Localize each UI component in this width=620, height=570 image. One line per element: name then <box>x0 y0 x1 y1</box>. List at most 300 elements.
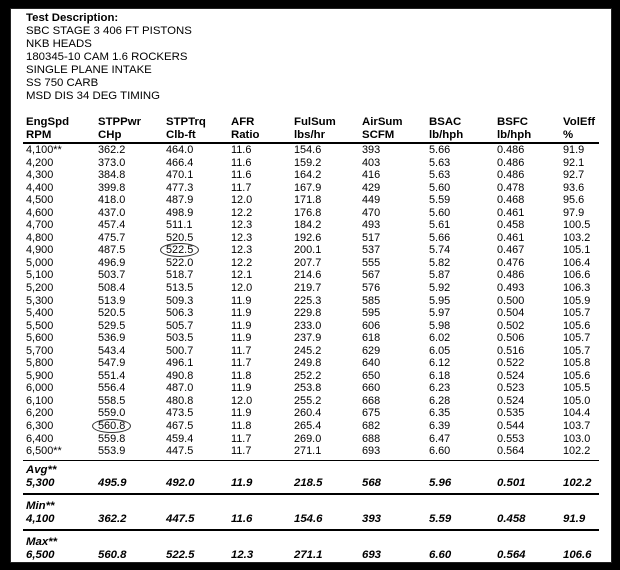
table-cell: 618 <box>362 332 381 345</box>
table-cell: 106.4 <box>563 256 591 269</box>
table-cell: 0.544 <box>497 420 525 433</box>
table-cell: 518.7 <box>166 269 194 282</box>
table-cell: 551.4 <box>98 369 126 382</box>
summary-value: 362.2 <box>98 513 127 525</box>
table-cell: 105.0 <box>563 394 591 407</box>
table-cell: 6.18 <box>429 369 451 382</box>
table-cell: 5.63 <box>429 156 451 169</box>
table-cell: 559.0 <box>98 407 126 420</box>
table-cell: 225.3 <box>294 294 322 307</box>
table-cell: 0.502 <box>497 319 525 332</box>
table-cell: 473.5 <box>166 407 194 420</box>
summary-label: Avg** <box>26 464 57 476</box>
summary-value: 560.8 <box>98 549 127 561</box>
summary-value: 91.9 <box>563 513 586 525</box>
table-cell: 567 <box>362 269 381 282</box>
table-cell: 0.553 <box>497 432 525 445</box>
table-cell: 11.7 <box>231 181 252 194</box>
table-cell: 0.506 <box>497 332 525 345</box>
summary-value: 154.6 <box>294 513 323 525</box>
table-cell: 4,500 <box>26 194 54 207</box>
table-cell: 103.7 <box>563 420 591 433</box>
table-cell: 11.6 <box>231 169 252 182</box>
table-cell: 245.2 <box>294 344 322 357</box>
summary-value: 5,300 <box>26 477 55 489</box>
table-cell: 12.3 <box>231 231 253 244</box>
table-cell: 5.63 <box>429 169 451 182</box>
table-cell: 6,500** <box>26 445 62 458</box>
column-header-top: VolEff <box>563 116 596 128</box>
table-row <box>11 345 611 358</box>
table-cell: 105.6 <box>563 319 591 332</box>
table-cell: 105.9 <box>563 294 591 307</box>
summary-value: 0.501 <box>497 477 526 489</box>
table-cell: 12.2 <box>231 256 253 269</box>
table-cell: 12.3 <box>231 244 253 257</box>
table-cell: 595 <box>362 307 381 320</box>
summary-value: 492.0 <box>166 477 195 489</box>
table-cell: 5.98 <box>429 319 451 332</box>
table-row <box>11 169 611 182</box>
table-cell: 393 <box>362 144 381 156</box>
table-cell: 105.8 <box>563 357 591 370</box>
table-row <box>11 433 611 446</box>
table-cell: 457.4 <box>98 219 126 232</box>
table-cell: 496.9 <box>98 256 126 269</box>
table-cell: 449 <box>362 194 381 207</box>
table-cell: 5.82 <box>429 256 451 269</box>
table-row <box>11 370 611 383</box>
table-cell: 403 <box>362 156 381 169</box>
description-line: MSD DIS 34 DEG TIMING <box>26 90 160 102</box>
table-cell: 496.1 <box>166 357 194 370</box>
description-line: 180345-10 CAM 1.6 ROCKERS <box>26 51 188 63</box>
table-cell: 6.60 <box>429 445 451 458</box>
table-cell: 459.4 <box>166 432 194 445</box>
table-cell: 5,300 <box>26 294 54 307</box>
table-cell: 503.5 <box>166 332 194 345</box>
column-header-unit: Ratio <box>231 129 260 141</box>
table-cell: 192.6 <box>294 231 322 244</box>
summary-value: 522.5 <box>166 549 195 561</box>
table-cell: 171.8 <box>294 194 322 207</box>
table-cell: 0.493 <box>497 282 525 295</box>
table-row <box>11 194 611 207</box>
table-cell: 6.47 <box>429 432 451 445</box>
table-cell: 511.1 <box>166 219 193 232</box>
table-rule <box>23 460 599 461</box>
table-cell: 555 <box>362 256 381 269</box>
table-cell: 11.9 <box>231 382 252 395</box>
table-cell: 509.3 <box>166 294 194 307</box>
table-cell: 522.0 <box>166 256 194 269</box>
table-row <box>11 182 611 195</box>
table-cell: 255.2 <box>294 394 322 407</box>
table-cell: 505.7 <box>166 319 194 332</box>
table-cell: 6.39 <box>429 420 451 433</box>
column-header-top: STPTrq <box>166 116 206 128</box>
table-cell: 11.8 <box>231 369 252 382</box>
table-cell: 260.4 <box>294 407 322 420</box>
table-cell: 416 <box>362 169 381 182</box>
table-cell: 265.4 <box>294 420 322 433</box>
test-description <box>26 12 192 103</box>
table-cell: 477.3 <box>166 181 194 194</box>
summary-value: 393 <box>362 513 382 525</box>
table-row <box>11 332 611 345</box>
table-cell: 640 <box>362 357 381 370</box>
table-cell: 11.8 <box>231 420 252 433</box>
summary-value: 495.9 <box>98 477 127 489</box>
table-cell: 5,000 <box>26 256 54 269</box>
table-cell: 493 <box>362 219 381 232</box>
table-cell: 97.9 <box>563 206 585 219</box>
table-cell: 5.60 <box>429 181 451 194</box>
table-cell: 4,900 <box>26 244 54 257</box>
summary-value: 11.6 <box>231 513 253 525</box>
table-cell: 682 <box>362 420 381 433</box>
summary-value: 12.3 <box>231 549 254 561</box>
table-cell: 4,700 <box>26 219 54 232</box>
table-cell: 429 <box>362 181 381 194</box>
table-cell: 675 <box>362 407 381 420</box>
description-line: SINGLE PLANE INTAKE <box>26 64 152 76</box>
summary-value: 11.9 <box>231 477 253 489</box>
table-cell: 5.66 <box>429 144 451 156</box>
column-header-unit: SCFM <box>362 129 395 141</box>
table-cell: 106.6 <box>563 269 591 282</box>
table-cell: 0.524 <box>497 394 525 407</box>
table-cell: 537 <box>362 244 381 257</box>
table-cell: 92.7 <box>563 169 585 182</box>
table-cell: 12.1 <box>231 269 253 282</box>
table-cell: 5.95 <box>429 294 451 307</box>
table-cell: 558.5 <box>98 394 126 407</box>
column-header-unit: lbs/hr <box>294 129 326 141</box>
table-cell: 105.6 <box>563 369 591 382</box>
table-cell: 176.8 <box>294 206 322 219</box>
summary-value: 568 <box>362 477 382 489</box>
table-cell: 487.0 <box>166 382 194 395</box>
table-cell: 269.0 <box>294 432 322 445</box>
summary-value: 447.5 <box>166 513 195 525</box>
summary-value: 5.59 <box>429 513 452 525</box>
table-cell: 11.9 <box>231 319 252 332</box>
column-header-top: FulSum <box>294 116 336 128</box>
table-cell: 466.4 <box>166 156 194 169</box>
table-cell: 0.478 <box>497 181 525 194</box>
summary-value: 4,100 <box>26 513 55 525</box>
column-header-unit: % <box>563 129 574 141</box>
table-cell: 6.12 <box>429 357 451 370</box>
table-cell: 12.2 <box>231 206 253 219</box>
table-cell: 11.7 <box>231 357 252 370</box>
table-cell: 12.0 <box>231 194 253 207</box>
table-cell: 0.486 <box>497 156 525 169</box>
data-table <box>11 144 611 458</box>
table-cell: 6.28 <box>429 394 451 407</box>
summary-rule <box>23 493 599 495</box>
table-cell: 4,300 <box>26 169 54 182</box>
dyno-sheet <box>10 8 612 563</box>
table-cell: 6.35 <box>429 407 451 420</box>
table-cell: 362.2 <box>98 144 126 156</box>
table-cell: 5.59 <box>429 194 451 207</box>
table-cell: 4,100** <box>26 144 62 156</box>
table-cell: 606 <box>362 319 381 332</box>
table-cell: 437.0 <box>98 206 126 219</box>
table-cell: 0.523 <box>497 382 525 395</box>
table-row <box>11 445 611 458</box>
table-cell <box>166 244 199 257</box>
table-cell: 92.1 <box>563 156 585 169</box>
table-cell: 529.5 <box>98 319 126 332</box>
table-cell: 103.2 <box>563 231 591 244</box>
table-cell: 5.74 <box>429 244 451 257</box>
table-cell: 585 <box>362 294 381 307</box>
table-cell: 490.8 <box>166 369 194 382</box>
table-cell: 6,400 <box>26 432 54 445</box>
description-title: Test Description: <box>26 12 119 24</box>
table-row <box>11 320 611 333</box>
table-cell: 249.8 <box>294 357 322 370</box>
table-cell: 6,200 <box>26 407 54 420</box>
table-cell: 253.8 <box>294 382 322 395</box>
table-cell: 508.4 <box>98 282 126 295</box>
table-cell: 470 <box>362 206 381 219</box>
table-cell: 105.1 <box>563 244 591 257</box>
table-cell: 517 <box>362 231 381 244</box>
table-cell: 4,400 <box>26 181 54 194</box>
table-cell: 464.0 <box>166 144 194 156</box>
table-cell: 4,600 <box>26 206 54 219</box>
table-cell: 553.9 <box>98 445 126 458</box>
table-cell: 0.476 <box>497 256 525 269</box>
summary-value: 106.6 <box>563 549 592 561</box>
table-row <box>11 307 611 320</box>
table-cell: 5.61 <box>429 219 451 232</box>
table-cell: 105.7 <box>563 332 591 345</box>
table-cell: 91.9 <box>563 144 585 156</box>
table-cell: 660 <box>362 382 381 395</box>
table-row <box>11 420 611 433</box>
description-line: SS 750 CARB <box>26 77 99 89</box>
table-row <box>11 357 611 370</box>
summary-rule <box>23 529 599 531</box>
table-cell: 0.516 <box>497 344 525 357</box>
column-header-top: EngSpd <box>26 116 70 128</box>
table-cell: 219.7 <box>294 282 322 295</box>
table-cell: 5,800 <box>26 357 54 370</box>
summary-value: 6.60 <box>429 549 452 561</box>
table-cell: 470.1 <box>166 169 194 182</box>
table-cell: 214.6 <box>294 269 322 282</box>
column-header-top: STPPwr <box>98 116 142 128</box>
table-cell: 4,800 <box>26 231 54 244</box>
column-header-unit: Clb-ft <box>166 129 196 141</box>
table-cell: 0.461 <box>497 231 525 244</box>
table-cell: 6,000 <box>26 382 54 395</box>
table-cell: 5.92 <box>429 282 451 295</box>
summary-value: 6,500 <box>26 549 55 561</box>
table-cell: 576 <box>362 282 381 295</box>
table-row <box>11 407 611 420</box>
table-cell: 4,200 <box>26 156 54 169</box>
column-header-unit: lb/hph <box>429 129 464 141</box>
table-cell: 12.3 <box>231 219 253 232</box>
table-row <box>11 144 611 157</box>
table-cell: 11.9 <box>231 407 252 420</box>
summary-value: 102.2 <box>563 477 592 489</box>
table-cell: 559.8 <box>98 432 126 445</box>
table-cell: 498.9 <box>166 206 194 219</box>
table-cell: 11.6 <box>231 144 252 156</box>
description-line: NKB HEADS <box>26 38 92 50</box>
table-cell: 11.6 <box>231 156 252 169</box>
summary-value: 271.1 <box>294 549 323 561</box>
table-cell: 106.3 <box>563 282 591 295</box>
table-cell: 105.7 <box>563 344 591 357</box>
table-cell: 0.535 <box>497 407 525 420</box>
column-header-top: AFR <box>231 116 255 128</box>
table-cell: 5.97 <box>429 307 451 320</box>
table-row <box>11 295 611 308</box>
table-cell: 0.467 <box>497 244 525 257</box>
table-row <box>11 395 611 408</box>
table-row <box>11 382 611 395</box>
circled-value: 560.8 <box>92 419 131 433</box>
table-cell: 233.0 <box>294 319 322 332</box>
table-cell: 11.7 <box>231 344 252 357</box>
table-cell: 5,200 <box>26 282 54 295</box>
table-row <box>11 157 611 170</box>
table-cell: 487.5 <box>98 244 126 257</box>
table-cell: 184.2 <box>294 219 322 232</box>
table-cell: 0.522 <box>497 357 525 370</box>
table-cell: 95.6 <box>563 194 585 207</box>
table-cell: 12.0 <box>231 394 253 407</box>
column-header-top: AirSum <box>362 116 403 128</box>
table-cell: 103.0 <box>563 432 591 445</box>
table-cell: 547.9 <box>98 357 126 370</box>
table-cell: 5.87 <box>429 269 451 282</box>
table-cell: 650 <box>362 369 381 382</box>
table-cell: 93.6 <box>563 181 585 194</box>
summary-rule <box>23 565 599 567</box>
table-cell: 503.7 <box>98 269 126 282</box>
table-cell: 556.4 <box>98 382 126 395</box>
table-cell: 688 <box>362 432 381 445</box>
column-header-unit: lb/hph <box>497 129 532 141</box>
table-cell: 447.5 <box>166 445 194 458</box>
table-cell: 0.564 <box>497 445 525 458</box>
table-cell: 100.5 <box>563 219 591 232</box>
table-cell: 399.8 <box>98 181 126 194</box>
summary-label: Min** <box>26 500 55 512</box>
table-cell: 487.9 <box>166 194 194 207</box>
summary-label: Max** <box>26 536 58 548</box>
table-cell: 5,700 <box>26 344 54 357</box>
table-cell: 105.7 <box>563 307 591 320</box>
table-cell: 6.23 <box>429 382 451 395</box>
table-cell: 668 <box>362 394 381 407</box>
table-cell: 5.66 <box>429 231 451 244</box>
table-cell: 6.05 <box>429 344 451 357</box>
table-cell: 105.5 <box>563 382 591 395</box>
summary-value: 693 <box>362 549 382 561</box>
table-cell: 506.3 <box>166 307 194 320</box>
table-cell: 0.486 <box>497 169 525 182</box>
table-cell: 6.02 <box>429 332 451 345</box>
table-cell: 475.7 <box>98 231 126 244</box>
table-cell: 5,600 <box>26 332 54 345</box>
description-line: SBC STAGE 3 406 FT PISTONS <box>26 25 192 37</box>
table-row <box>11 219 611 232</box>
table-cell: 513.9 <box>98 294 126 307</box>
table-cell: 229.8 <box>294 307 322 320</box>
table-cell: 11.7 <box>231 445 252 458</box>
table-cell: 0.486 <box>497 269 525 282</box>
table-cell: 0.486 <box>497 144 525 156</box>
table-row <box>11 232 611 245</box>
table-cell: 0.504 <box>497 307 525 320</box>
table-cell: 11.7 <box>231 432 252 445</box>
table-cell: 520.5 <box>98 307 126 320</box>
table-cell: 11.9 <box>231 307 252 320</box>
table-cell: 373.0 <box>98 156 126 169</box>
table-cell: 513.5 <box>166 282 194 295</box>
table-cell: 104.4 <box>563 407 591 420</box>
table-cell: 693 <box>362 445 381 458</box>
table-cell: 154.6 <box>294 144 322 156</box>
table-cell: 543.4 <box>98 344 126 357</box>
table-cell: 480.8 <box>166 394 194 407</box>
table-cell: 102.2 <box>563 445 591 458</box>
table-cell: 520.5 <box>166 231 194 244</box>
table-cell: 252.2 <box>294 369 322 382</box>
summary-value: 5.96 <box>429 477 452 489</box>
circled-value: 522.5 <box>160 243 199 257</box>
column-header-top: BSFC <box>497 116 529 128</box>
table-cell <box>98 420 131 433</box>
table-cell: 629 <box>362 344 381 357</box>
table-cell: 5.60 <box>429 206 451 219</box>
table-cell: 200.1 <box>294 244 322 257</box>
table-row <box>11 207 611 220</box>
column-header-unit: CHp <box>98 129 122 141</box>
column-header-unit: RPM <box>26 129 52 141</box>
table-cell: 418.0 <box>98 194 126 207</box>
table-cell: 5,100 <box>26 269 54 282</box>
table-cell: 5,900 <box>26 369 54 382</box>
table-cell: 159.2 <box>294 156 322 169</box>
table-cell: 207.7 <box>294 256 322 269</box>
table-row <box>11 282 611 295</box>
table-cell: 0.458 <box>497 219 525 232</box>
table-cell: 5,500 <box>26 319 54 332</box>
summary-value: 0.564 <box>497 549 526 561</box>
table-cell: 237.9 <box>294 332 322 345</box>
summary-value: 218.5 <box>294 477 323 489</box>
column-header-top: BSAC <box>429 116 462 128</box>
table-cell: 11.9 <box>231 294 252 307</box>
table-cell: 0.461 <box>497 206 525 219</box>
table-cell: 500.7 <box>166 344 194 357</box>
table-cell: 271.1 <box>294 445 322 458</box>
table-row <box>11 269 611 282</box>
table-cell: 467.5 <box>166 420 194 433</box>
table-cell: 6,300 <box>26 420 54 433</box>
